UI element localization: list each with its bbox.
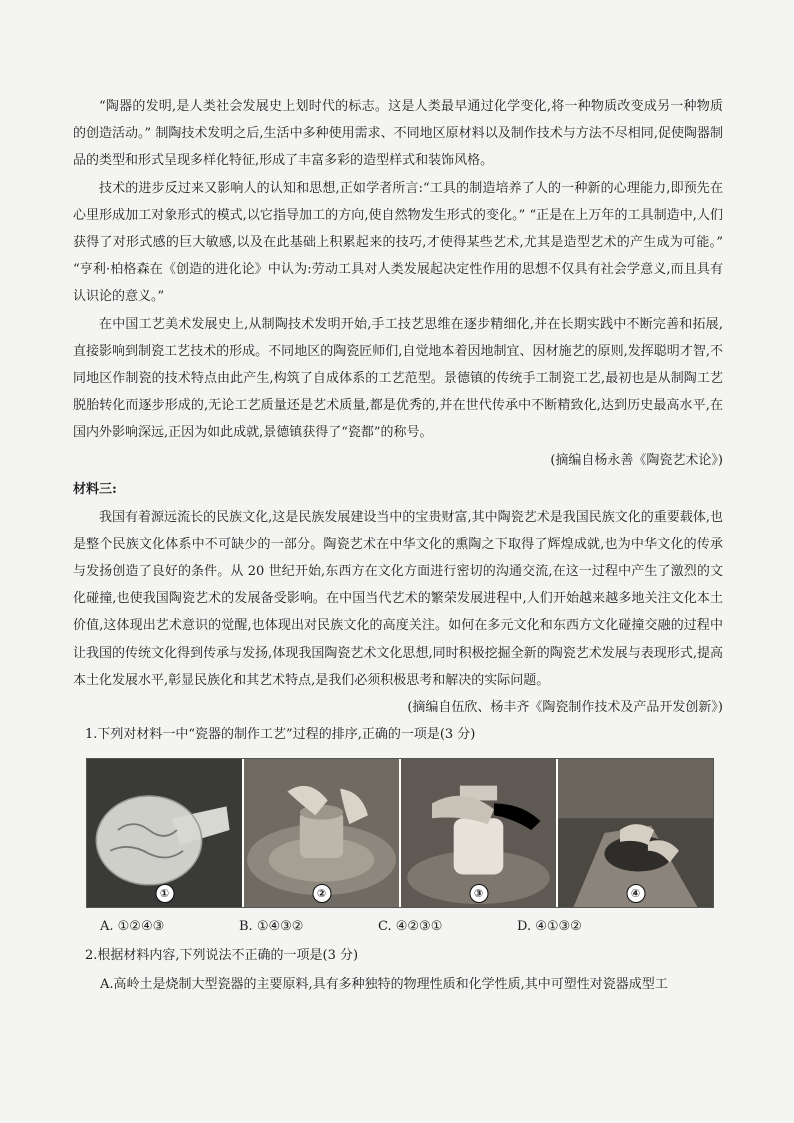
question-2-option-a[interactable]: A.高岭土是烧制大型瓷器的主要原料,具有多种独特的物理性质和化学性质,其中可塑性对瓷器成型工 bbox=[100, 977, 668, 993]
document-body bbox=[73, 93, 723, 998]
photo-trimming bbox=[401, 759, 558, 907]
paragraph-1: “陶器的发明,是人类社会发展史上划时代的标志。这是人类最早通过化学变化,将一种物质改变成另一种物质的创造活动。” 制陶技术发明之后,生活中多种使用需求、不同地区原材料以及制作技术与方法不尽相同,促使陶器制品的类型和形式呈现多样化特征,形成了丰富多彩的造型样式和装饰风格。 bbox=[73, 99, 723, 169]
photo-label-4: ④ bbox=[626, 884, 645, 903]
paragraph-2: 技术的进步反过来又影响人的认知和思想,正如学者所言:“工具的制造培养了人的一种新的心理能力,即预先在心里形成加工对象形式的模式,以它指导加工的方向,使自然物发生形式的变化。” “正是在上万年的工具制造中,人们获得了对形式感的巨大敏感,以及在此基础上积累起来的技巧,才使得某些艺术,尤其是造型艺术的产生成为可能。” “亨利·柏格森在《创造的进化论》中认为:劳动工具对人类发展起决定性作用的思想不仅具有社会学意义,而且具有认识论的意义。” bbox=[73, 180, 723, 305]
question-2: 2.根据材料内容,下列说法不正确的一项是(3 分) bbox=[85, 948, 359, 964]
option-b[interactable]: B. ①④③② bbox=[239, 919, 304, 935]
photo-wedging bbox=[558, 759, 713, 907]
option-a[interactable]: A. ①②④③ bbox=[100, 919, 165, 935]
question-1: 1.下列对材料一中“瓷器的制作工艺”过程的排序,正确的一项是(3 分) bbox=[85, 727, 476, 743]
question-1-options bbox=[100, 916, 723, 938]
process-photos bbox=[86, 758, 714, 908]
photo-label-1: ① bbox=[155, 884, 174, 903]
paragraph-3: 在中国工艺美术发展史上,从制陶技术发明开始,手工技艺思维在逐步精细化,并在长期实践中不断完善和拓展,直接影响到制瓷工艺技术的形成。不同地区的陶瓷匠师们,自觉地本着因地制宜、因材施艺的原则,发挥聪明才智,不同地区作制瓷的技术特点由此产生,构筑了自成体系的工艺范型。景德镇的传统手工制瓷工艺,最初也是从制陶工艺脱胎转化而逐步形成的,无论工艺质量还是艺术质量,都是优秀的,并在世代传承中不断精致化,达到历史最高水平,在国内外影响深远,正因为如此成就,景德镇获得了“瓷都”的称号。 bbox=[73, 316, 723, 441]
source-citation-2: (摘编自伍欣、杨丰齐《陶瓷制作技术及产品开发创新》) bbox=[407, 700, 723, 716]
option-c[interactable]: C. ④②③① bbox=[378, 919, 443, 935]
material3-heading: 材料三: bbox=[73, 481, 117, 497]
photo-label-2: ② bbox=[312, 884, 331, 903]
option-d[interactable]: D. ④①③② bbox=[517, 919, 582, 935]
photo-throwing bbox=[244, 759, 401, 907]
material3-paragraph: 我国有着源远流长的民族文化,这是民族发展建设当中的宝贵财富,其中陶瓷艺术是我国民族文化的重要载体,也是整个民族文化体系中不可缺少的一部分。陶瓷艺术在中华文化的熏陶之下取得了辉煌成就,也为中华文化的传承与发扬创造了良好的条件。从 20 世纪开始,东西方在文化方面进行密切的沟通交流,在这一过程中产生了激烈的文化碰撞,也使我国陶瓷艺术的发展备受影响。在中国当代艺术的繁荣发展进程中,人们开始越来越多地关注文化本土价值,这体现出艺术意识的觉醒,也体现出对民族文化的高度关注。如何在多元文化和东西方文化碰撞交融的过程中让我国的传统文化得到传承与发扬,体现我国陶瓷艺术文化思想,同时积极挖掘全新的陶瓷艺术发展与表现形式,提高本土化发展水平,彰显民族化和其艺术特点,是我们必须积极思考和解决的实际问题。 bbox=[73, 509, 723, 688]
photo-label-3: ③ bbox=[469, 884, 488, 903]
source-citation-1: (摘编自杨永善《陶瓷艺术论》) bbox=[550, 452, 723, 468]
photo-vase bbox=[87, 759, 244, 907]
